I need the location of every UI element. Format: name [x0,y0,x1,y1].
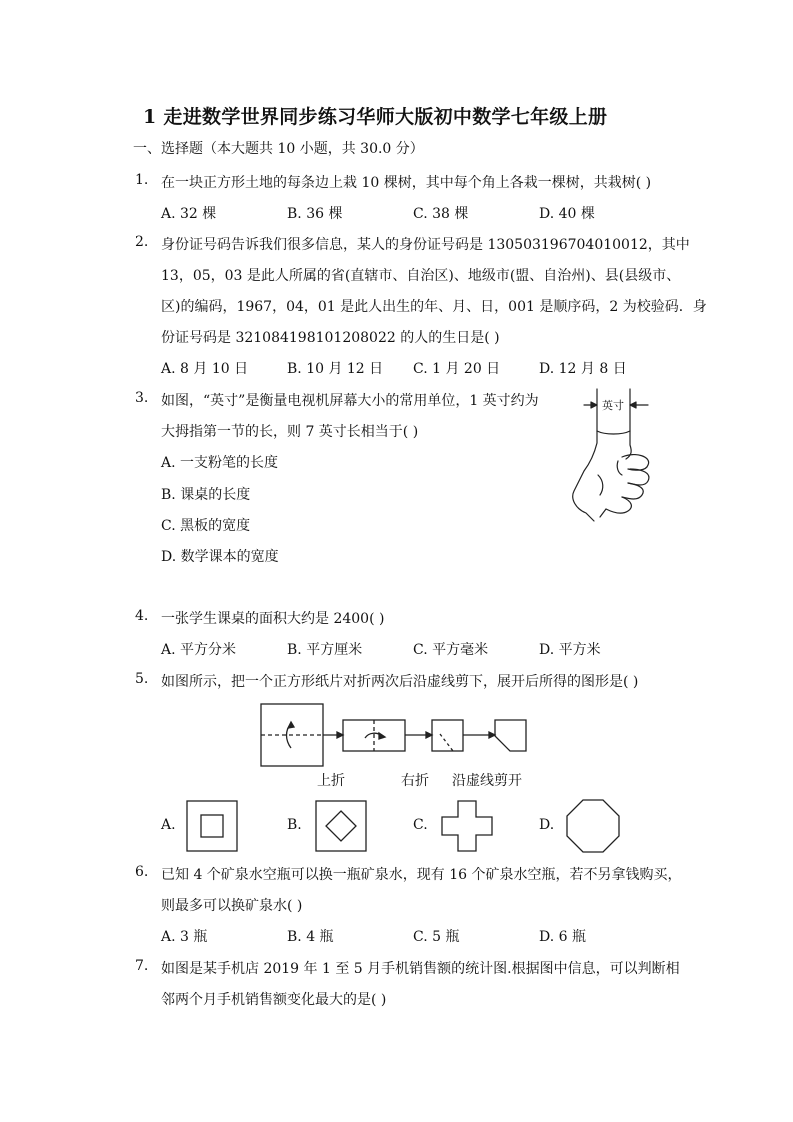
option-b-shape[interactable] [315,800,367,852]
option-d[interactable]: D. 6 瓶 [539,929,586,945]
question-number: 3. [135,390,149,406]
option-b[interactable]: B. [287,817,302,833]
cut-dashed-label: 沿虚线剪开 [452,773,522,789]
question-text-line: 则最多可以换矿泉水( ) [161,898,303,914]
option-d[interactable]: D. 平方米 [539,642,601,658]
option-d-shape[interactable] [566,799,620,853]
question-number: 5. [135,671,149,687]
question-number: 6. [135,864,149,880]
option-c[interactable]: C. 5 瓶 [413,929,460,945]
option-c[interactable]: C. 38 棵 [413,206,469,222]
option-c[interactable]: C. 平方毫米 [413,642,489,658]
question-number: 7. [135,958,149,974]
option-b[interactable]: B. 36 棵 [287,206,343,222]
inch-label: 英寸 [602,399,624,412]
page-title: 1 走进数学世界同步练习华师大版初中数学七年级上册 [143,106,608,128]
fold-up-label: 上折 [317,773,345,789]
question-number: 4. [135,608,149,624]
question-number: 2. [135,234,149,250]
option-b[interactable]: B. 4 瓶 [287,929,334,945]
option-a[interactable]: A. [161,817,176,833]
option-a[interactable]: A. 平方分米 [161,642,237,658]
option-d[interactable]: D. [539,817,555,833]
option-a[interactable]: A. 3 瓶 [161,929,208,945]
option-c-shape[interactable] [441,800,493,852]
fold-right-label: 右折 [401,773,429,789]
question-text-line: 如图，“英寸”是衡量电视机屏幕大小的常用单位，1 英寸约为 [161,393,539,409]
question-number: 1. [135,172,149,188]
question-text-line: 如图是某手机店 2019 年 1 至 5 月手机销售额的统计图.根据图中信息，可以判断相 [161,961,680,977]
option-d[interactable]: D. 40 棵 [539,206,595,222]
option-a[interactable]: A. 一支粉笔的长度 [161,455,279,471]
question-text-line: 大拇指第一节的长，则 7 英寸长相当于( ) [161,424,419,440]
option-d[interactable]: D. 12 月 8 日 [539,361,627,377]
option-b[interactable]: B. 10 月 12 日 [287,361,384,377]
folding-process-figure [255,700,540,768]
question-text-line: 在一块正方形土地的每条边上栽 10 棵树，其中每个角上各栽一棵树，共栽树( ) [161,175,652,191]
question-text-line: 13，05，03 是此人所属的省(直辖市、自治区)、地级市(盟、自治州)、县(县级市、 [161,268,681,284]
option-c[interactable]: C. [413,817,428,833]
option-b[interactable]: B. 课桌的长度 [161,487,251,503]
question-text-line: 份证号码是 321084198101208022 的人的生日是( ) [161,330,500,346]
option-a-shape[interactable] [186,800,238,852]
question-text-line: 区)的编码，1967，04，01 是此人出生的年、月、日，001 是顺序码，2 为校验码．身 [161,299,707,315]
thumb-inch-figure [560,385,660,525]
option-c[interactable]: C. 1 月 20 日 [413,361,501,377]
question-text-line: 如图所示，把一个正方形纸片对折两次后沿虚线剪下，展开后所得的图形是( ) [161,674,639,690]
option-d[interactable]: D. 数学课本的宽度 [161,549,279,565]
option-a[interactable]: A. 8 月 10 日 [161,361,249,377]
option-a[interactable]: A. 32 棵 [161,206,217,222]
question-text-line: 一张学生课桌的面积大约是 2400( ) [161,611,385,627]
section-heading: 一、选择题（本大题共 10 小题，共 30.0 分） [133,141,424,157]
question-text-line: 邻两个月手机销售额变化最大的是( ) [161,992,387,1008]
option-b[interactable]: B. 平方厘米 [287,642,363,658]
option-c[interactable]: C. 黑板的宽度 [161,518,251,534]
question-text-line: 已知 4 个矿泉水空瓶可以换一瓶矿泉水，现有 16 个矿泉水空瓶，若不另拿钱购买， [161,867,682,883]
question-text-line: 身份证号码告诉我们很多信息，某人的身份证号码是 130503196704010012，其中 [161,237,690,253]
